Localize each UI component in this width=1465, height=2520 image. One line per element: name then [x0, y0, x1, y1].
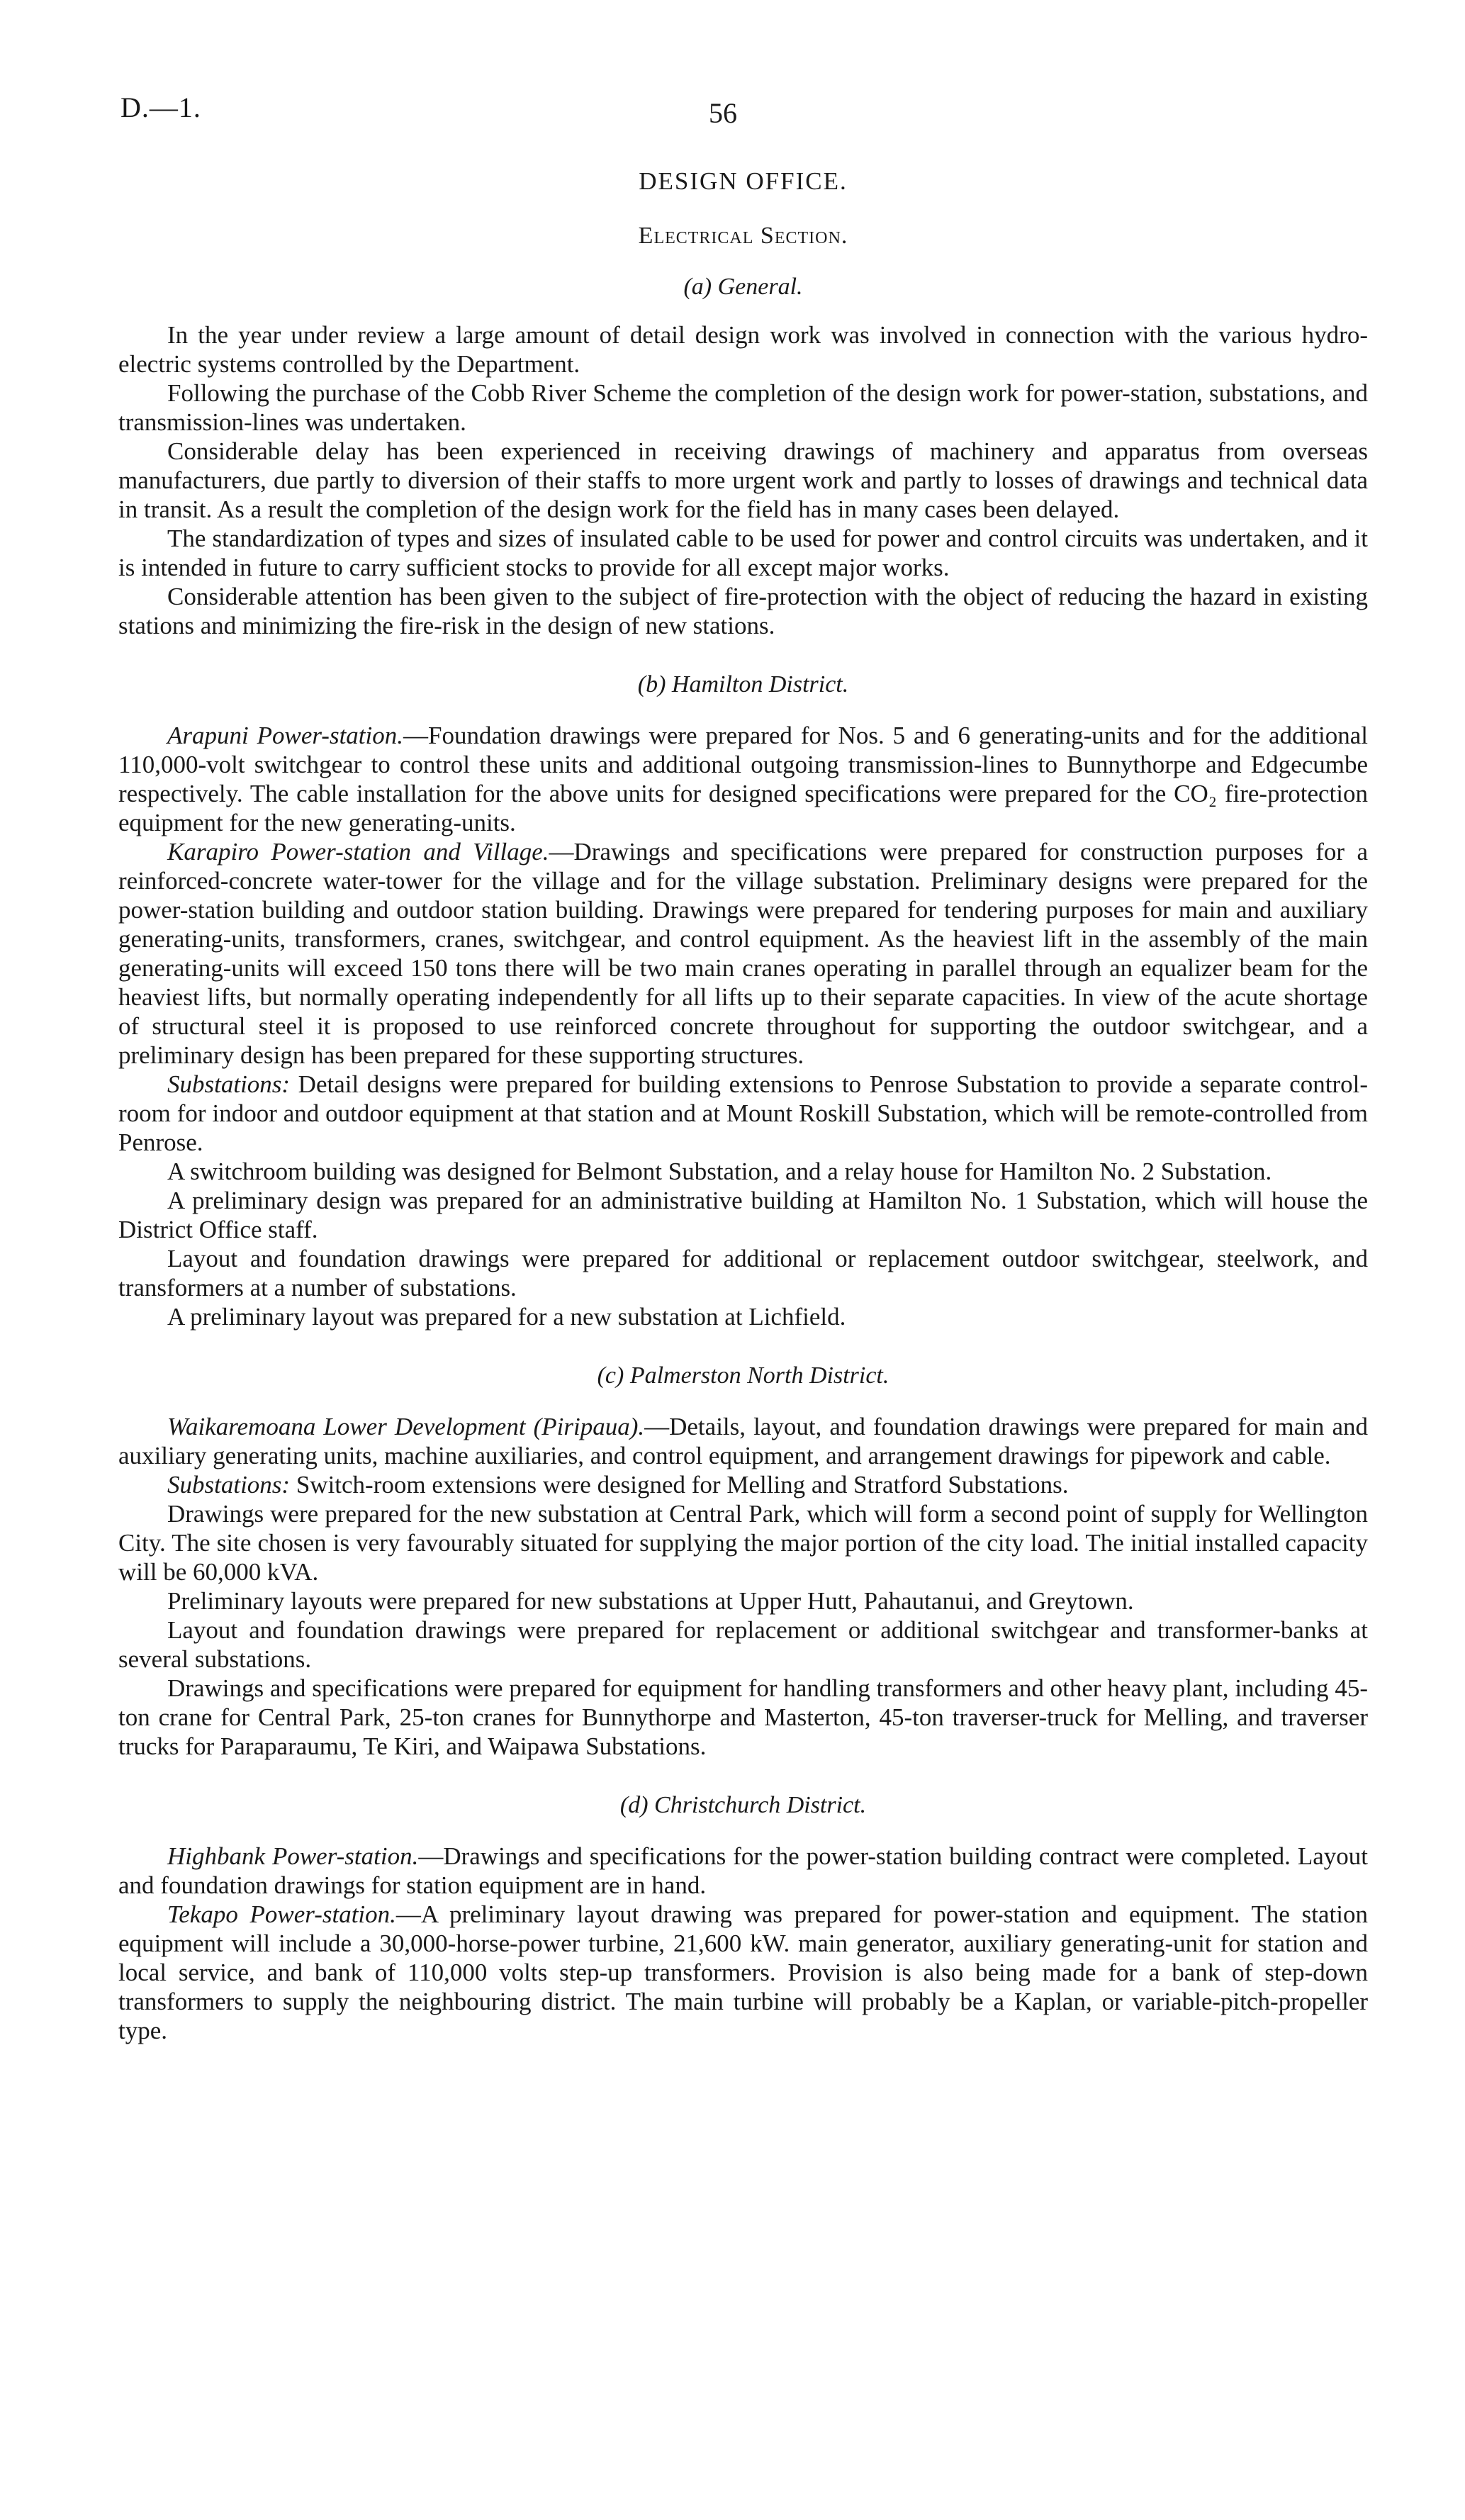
paragraph: Highbank Power-station.—Drawings and specifications for the power-station building contract were completed. Layout and foundation drawings for station equipment are in hand.	[118, 1842, 1368, 1899]
paragraph: Considerable attention has been given to the subject of fire-protection with the object of reducing the hazard in existing stations and minimizing the fire-risk in the design of new stations.	[118, 583, 1368, 639]
paragraph: Layout and foundation drawings were prepared for replacement or additional switchgear and transformer-banks at several substations.	[118, 1616, 1368, 1673]
section-heading: (c) Palmerston North District.	[597, 1362, 889, 1389]
paragraph: In the year under review a large amount of detail design work was involved in connection with the various hydro-electric systems controlled by the Department.	[118, 321, 1368, 378]
document-title: DESIGN OFFICE.	[639, 167, 848, 195]
page-reference: D.—1.	[120, 91, 201, 123]
section-heading: (a) General.	[683, 274, 803, 300]
paragraph: Substations: Switch-room extensions were designed for Melling and Stratford Substations.	[167, 1471, 1069, 1499]
paragraph: Tekapo Power-station.—A preliminary layout drawing was prepared for power-station and equipment. The station equipment will include a 30,000-horse-power turbine, 21,600 kW. main generator, auxiliary generating-unit for station and local service, and bank of 110,000 volts step-up transformers. Provision is also being made for a bank of step-down transformers to supply the neighbouring district. The main turbine will probably be a Kaplan, or variable-pitch-propeller type.	[118, 1900, 1368, 2044]
paragraph: Considerable delay has been experienced in receiving drawings of machinery and apparatus from overseas manufacturers, due partly to diversion of their staffs to more urgent work and partly to losses of drawings and technical data in transit. As a result the completion of the design work for the field has in many cases been delayed.	[118, 437, 1368, 523]
section-general	[118, 274, 1368, 640]
page-number: 56	[709, 97, 737, 129]
paragraph: A preliminary design was prepared for an administrative building at Hamilton No. 1 Substation, which will house the District Office staff.	[118, 1187, 1368, 1243]
paragraph: A switchroom building was designed for Belmont Substation, and a relay house for Hamilton No. 2 Substation.	[167, 1158, 1272, 1185]
paragraph: Karapiro Power-station and Village.—Drawings and specifications were prepared for construction purposes for a reinforced-concrete water-tower for the village and for the village substation. Preliminary designs were prepared for the power-station building and outdoor station building. Drawings were prepared for tendering purposes for main and auxiliary generating-units, transformers, cranes, switchgear, and control equipment. As the heaviest lift in the assembly of the main generating-units will exceed 150 tons there will be two main cranes operating in parallel through an equalizer beam for the heaviest lifts, but normally operating independently for all lifts up to their separate capacities. In view of the acute shortage of structural steel it is proposed to use reinforced concrete throughout for supporting the outdoor switchgear, and a preliminary design has been prepared for these supporting structures.	[118, 838, 1368, 1069]
paragraph: Arapuni Power-station.—Foundation drawings were prepared for Nos. 5 and 6 generating-units and for the additional 110,000-volt switchgear to control these units and additional outgoing transmission-lines to Bunnythorpe and Edgecumbe respectively. The cable installation for the above units for designed specifications were prepared for the CO₂ fire-protection equipment for the new generating-units.	[118, 722, 1368, 836]
document-body	[118, 167, 1368, 2045]
paragraph: Following the purchase of the Cobb River Scheme the completion of the design work for power-station, substations, and transmission-lines was undertaken.	[118, 379, 1368, 436]
paragraph: Drawings were prepared for the new substation at Central Park, which will form a second point of supply for Wellington City. The site chosen is very favourably situated for supplying the major portion of the city load. The initial installed capacity will be 60,000 kVA.	[118, 1500, 1368, 1586]
paragraph: Substations: Detail designs were prepared for building extensions to Penrose Substation to provide a separate control-room for indoor and outdoor equipment at that station and at Mount Roskill Substation, which will be remote-controlled from Penrose.	[118, 1070, 1368, 1156]
document-subtitle: Electrical Section.	[638, 223, 848, 249]
paragraph: Layout and foundation drawings were prepared for additional or replacement outdoor switchgear, steelwork, and transformers at a number of substations.	[118, 1245, 1368, 1301]
paragraph: Drawings and specifications were prepared for equipment for handling transformers and other heavy plant, including 45-ton crane for Central Park, 25-ton cranes for Bunnythorpe and Masterton, 45-ton traverser-truck for Melling, and traverser trucks for Paraparaumu, Te Kiri, and Waipawa Substations.	[118, 1674, 1368, 1760]
section-palmerston-north-district	[118, 1362, 1368, 1761]
section-hamilton-district	[118, 671, 1368, 1331]
section-heading: (b) Hamilton District.	[637, 671, 849, 698]
section-christchurch-district	[118, 1792, 1368, 2045]
paragraph: Waikaremoana Lower Development (Piripaua).—Details, layout, and foundation drawings were prepared for main and auxiliary generating units, machine auxiliaries, and control equipment, and arrangement drawings for pipework and cable.	[118, 1413, 1368, 1469]
paragraph: A preliminary layout was prepared for a new substation at Lichfield.	[167, 1303, 846, 1331]
section-heading: (d) Christchurch District.	[619, 1792, 867, 1818]
paragraph: Preliminary layouts were prepared for new substations at Upper Hutt, Pahautanui, and Greytown.	[167, 1587, 1134, 1615]
paragraph: The standardization of types and sizes of insulated cable to be used for power and control circuits was undertaken, and it is intended in future to carry sufficient stocks to provide for all except major works.	[118, 525, 1368, 581]
